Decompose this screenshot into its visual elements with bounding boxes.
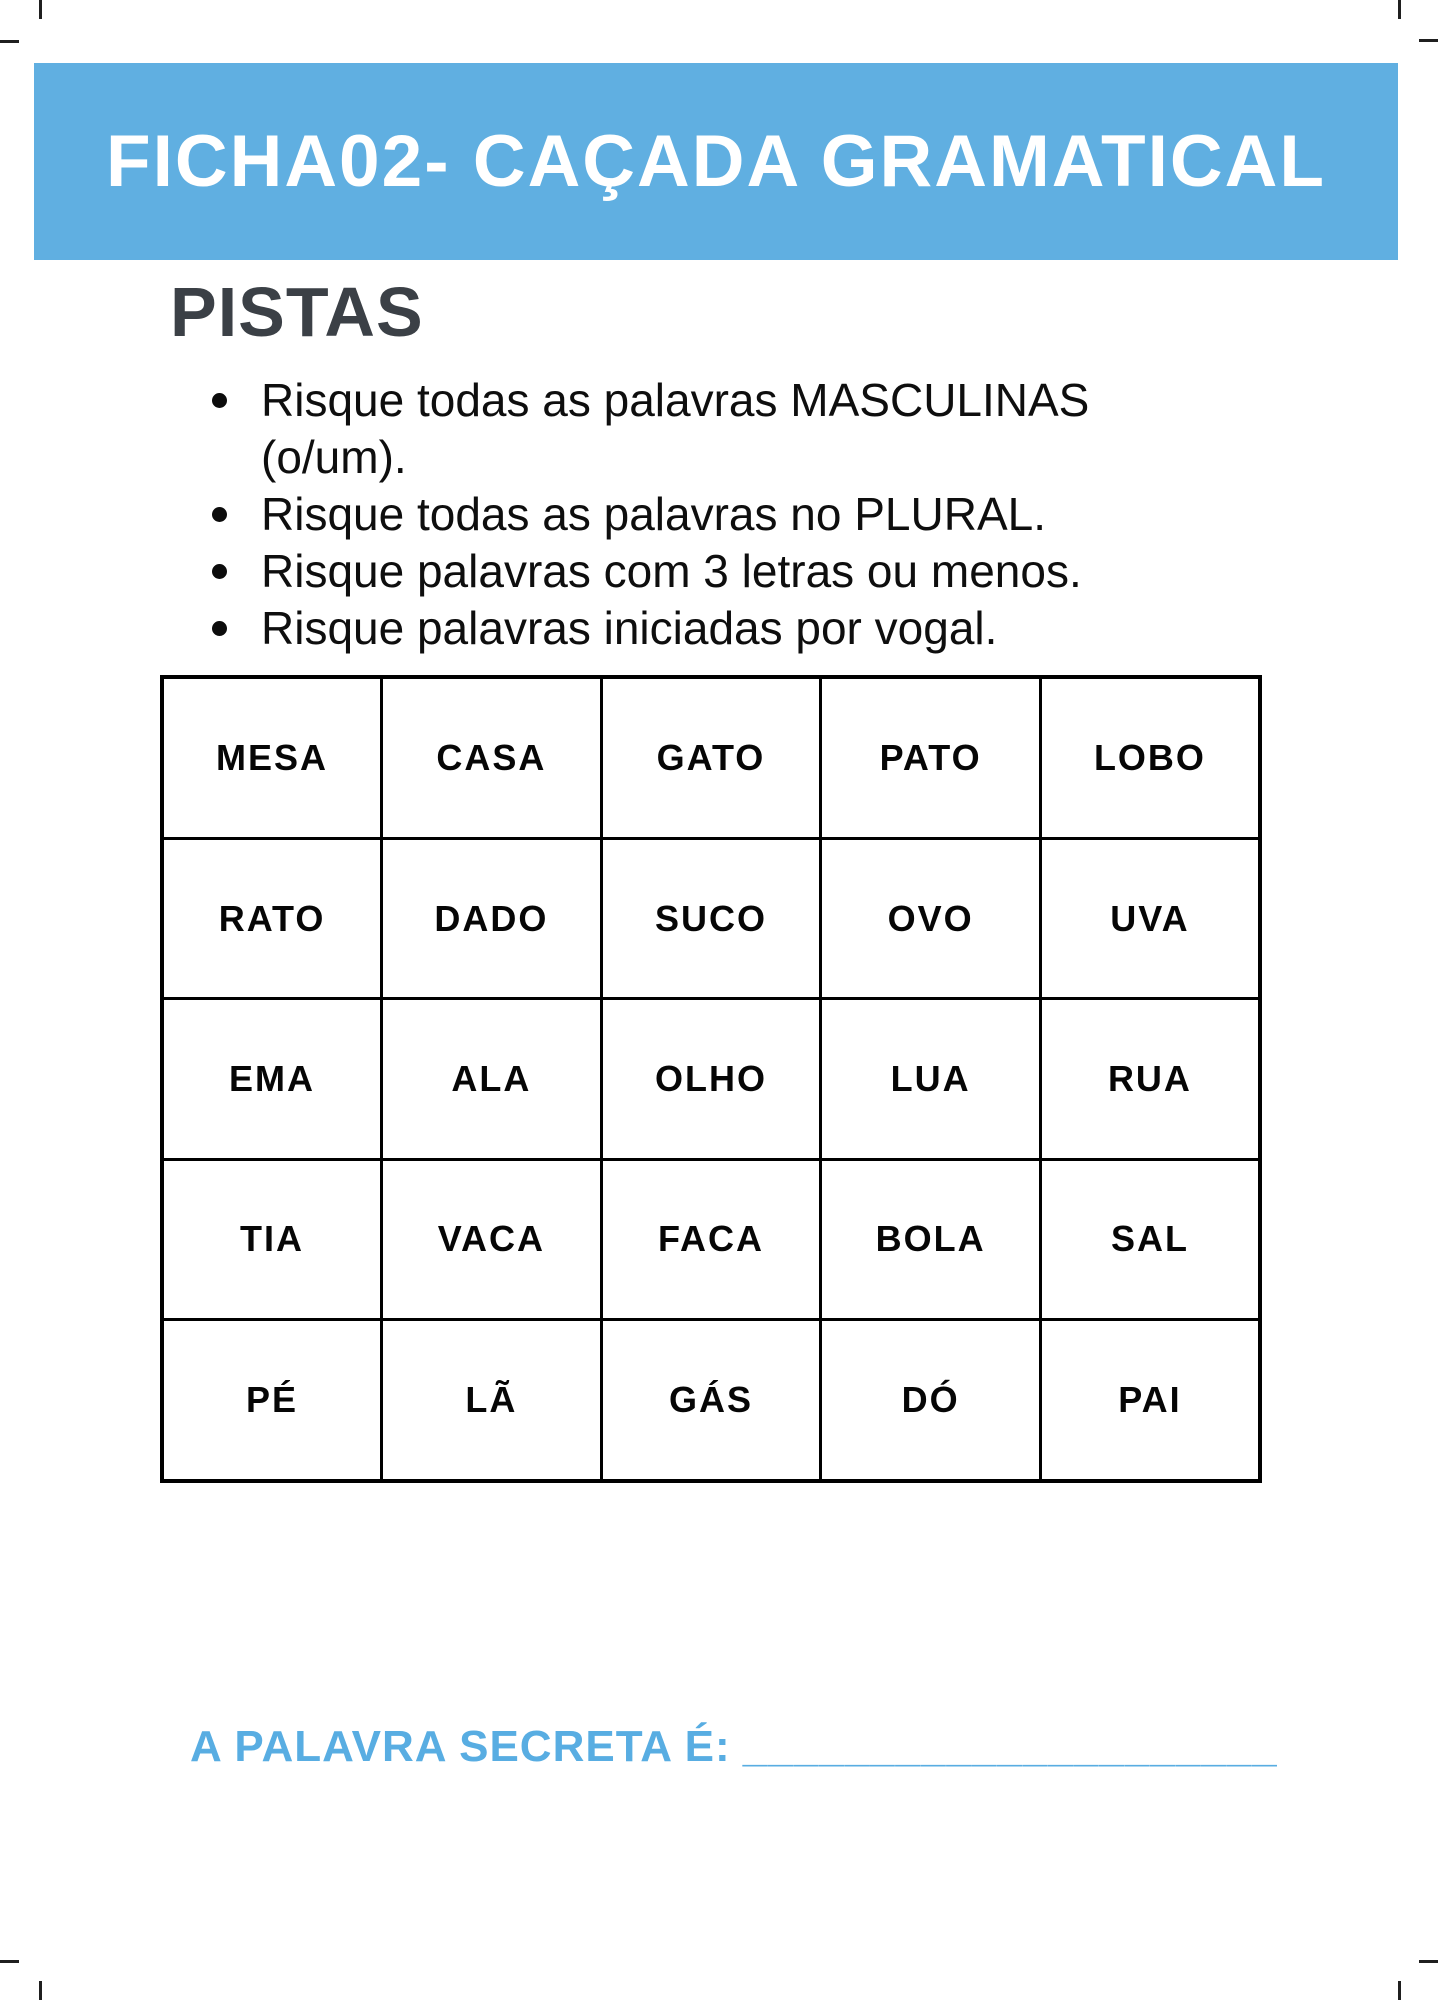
secret-word-line bbox=[190, 1722, 1290, 1772]
word-cell[interactable]: DÓ bbox=[821, 1319, 1041, 1481]
clue-text: Risque palavras iniciadas por vogal. bbox=[261, 602, 998, 654]
word-cell[interactable]: RUA bbox=[1040, 999, 1260, 1159]
word-cell[interactable]: OLHO bbox=[601, 999, 821, 1159]
word-cell[interactable]: PATO bbox=[821, 677, 1041, 839]
clue-list bbox=[212, 372, 1112, 657]
word-cell[interactable]: SUCO bbox=[601, 839, 821, 999]
word-cell[interactable]: BOLA bbox=[821, 1159, 1041, 1319]
clue-text: Risque todas as palavras no PLURAL. bbox=[261, 488, 1046, 540]
word-cell[interactable]: OVO bbox=[821, 839, 1041, 999]
secret-word-blank[interactable]: _____________________ bbox=[742, 1722, 1278, 1771]
word-grid-row bbox=[162, 677, 1260, 839]
clue-item bbox=[212, 543, 1112, 600]
word-cell[interactable]: PÉ bbox=[162, 1319, 382, 1481]
word-grid-row bbox=[162, 1159, 1260, 1319]
word-cell[interactable]: LUA bbox=[821, 999, 1041, 1159]
bullet-icon bbox=[212, 621, 227, 636]
clue-item bbox=[212, 486, 1112, 543]
crop-mark-bottom-right-icon bbox=[1419, 1960, 1438, 1963]
word-cell[interactable]: LOBO bbox=[1040, 677, 1260, 839]
word-cell[interactable]: CASA bbox=[382, 677, 602, 839]
word-cell[interactable]: TIA bbox=[162, 1159, 382, 1319]
word-cell[interactable]: EMA bbox=[162, 999, 382, 1159]
word-cell[interactable]: LÃ bbox=[382, 1319, 602, 1481]
word-cell[interactable]: SAL bbox=[1040, 1159, 1260, 1319]
word-cell[interactable]: GATO bbox=[601, 677, 821, 839]
clue-text: Risque palavras com 3 letras ou menos. bbox=[261, 545, 1082, 597]
crop-mark-top-right-icon bbox=[1398, 0, 1401, 19]
word-cell[interactable]: UVA bbox=[1040, 839, 1260, 999]
bullet-icon bbox=[212, 564, 227, 579]
word-grid-row bbox=[162, 839, 1260, 999]
word-cell[interactable]: FACA bbox=[601, 1159, 821, 1319]
clue-item bbox=[212, 372, 1112, 486]
word-grid-table bbox=[160, 675, 1262, 1483]
word-cell[interactable]: RATO bbox=[162, 839, 382, 999]
word-grid-row bbox=[162, 1319, 1260, 1481]
word-grid-row bbox=[162, 999, 1260, 1159]
word-cell[interactable]: PAI bbox=[1040, 1319, 1260, 1481]
word-cell[interactable]: GÁS bbox=[601, 1319, 821, 1481]
worksheet-title: FICHA02- CAÇADA GRAMATICAL bbox=[106, 121, 1326, 202]
word-cell[interactable]: ALA bbox=[382, 999, 602, 1159]
crop-mark-bottom-left-icon bbox=[0, 1960, 19, 1963]
crop-mark-bottom-right-icon bbox=[1398, 1981, 1401, 2000]
crop-mark-top-right-icon bbox=[1419, 39, 1438, 42]
clue-text: Risque todas as palavras MASCULINAS (o/um). bbox=[261, 374, 1090, 483]
word-cell[interactable]: MESA bbox=[162, 677, 382, 839]
secret-word-label: A PALAVRA SECRETA É: bbox=[190, 1722, 731, 1771]
clue-item bbox=[212, 600, 1112, 657]
word-cell[interactable]: VACA bbox=[382, 1159, 602, 1319]
crop-mark-top-left-icon bbox=[39, 0, 42, 19]
crop-mark-bottom-left-icon bbox=[39, 1981, 42, 2000]
word-cell[interactable]: DADO bbox=[382, 839, 602, 999]
clues-heading: PISTAS bbox=[170, 273, 424, 351]
title-banner bbox=[34, 63, 1398, 260]
crop-mark-top-left-icon bbox=[0, 40, 19, 43]
bullet-icon bbox=[212, 393, 227, 408]
bullet-icon bbox=[212, 507, 227, 522]
